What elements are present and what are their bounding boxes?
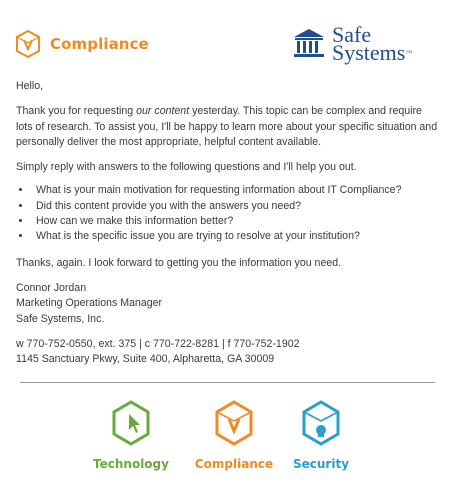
- compliance-brand-text: Compliance: [50, 35, 149, 53]
- safe-systems-logo: [292, 22, 413, 65]
- footer-label-security: Security: [292, 457, 350, 471]
- content-emphasis: our content: [136, 105, 190, 118]
- phone-numbers: w 770-752-0550, ext. 375 | c 770-722-8281 | f 770-752-1902: [16, 337, 300, 350]
- email-header: [0, 0, 451, 72]
- check-hexagon-icon: [214, 400, 254, 446]
- contact-block: [16, 337, 441, 368]
- email-body: [16, 79, 441, 367]
- list-item: • How can we make this information better?: [32, 214, 441, 229]
- mailing-address: 1145 Sanctuary Pkwy, Suite 400, Alpharetta, GA 30009: [16, 353, 275, 366]
- trademark-symbol: ™: [405, 49, 413, 57]
- cursor-hexagon-icon: [111, 400, 151, 446]
- compliance-logo: [16, 30, 149, 58]
- safe-systems-word-1: Safe: [332, 22, 372, 47]
- question-list: [16, 183, 441, 244]
- signature-company: Safe Systems, Inc.: [16, 312, 105, 325]
- lock-hexagon-icon: [301, 400, 341, 446]
- greeting: Hello,: [16, 80, 44, 92]
- bank-building-icon: [292, 27, 326, 61]
- closing-paragraph: Thanks, again. I look forward to getting you the information you need.: [16, 256, 342, 269]
- safe-systems-word-2: Systems: [332, 40, 406, 65]
- footer-divider: [20, 382, 435, 383]
- signature-name: Connor Jordan: [16, 281, 87, 294]
- signature-block: [16, 281, 441, 327]
- check-hexagon-icon: [16, 30, 40, 58]
- footer-label-technology: Technology: [93, 457, 169, 471]
- footer-item-technology[interactable]: [76, 400, 186, 471]
- list-item: • What is your main motivation for requesting information about IT Compliance?: [32, 183, 441, 198]
- footer-item-security[interactable]: [266, 400, 376, 471]
- list-item: • What is the specific issue you are trying to resolve at your institution?: [32, 229, 441, 244]
- signature-title: Marketing Operations Manager: [16, 297, 163, 310]
- instruction-paragraph: Simply reply with answers to the following questions and I'll help you out.: [16, 161, 357, 174]
- intro-paragraph: Thank you for requesting our content yesterday. This topic can be complex and require lots of research. To assist you, I'll be happy to learn more about your specific situation and personally deliver the most appropriate, helpful content available.: [16, 105, 438, 148]
- footer-label-compliance: Compliance: [194, 457, 274, 471]
- list-item: • Did this content provide you with the answers you need?: [32, 199, 441, 214]
